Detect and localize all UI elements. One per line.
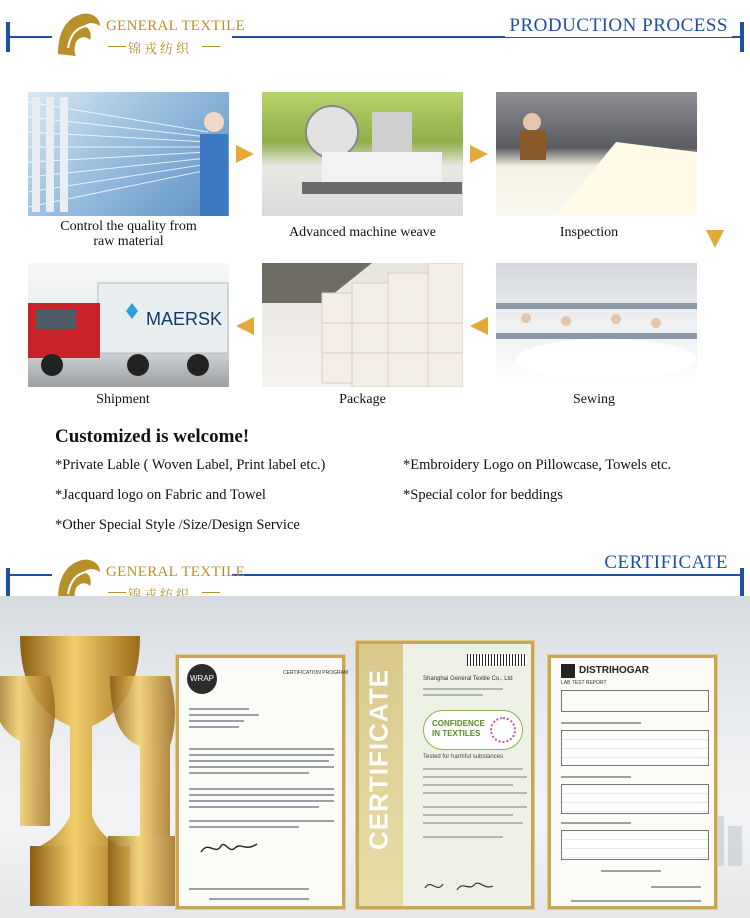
- signature-icon: [199, 838, 259, 858]
- company-logo: [52, 8, 246, 62]
- feature-item: *Embroidery Logo on Pillowcase, Towels etc.: [403, 457, 672, 473]
- step-caption: Sewing: [573, 392, 615, 407]
- production-header: [0, 0, 750, 70]
- logo-name-en: GENERAL TEXTILE: [106, 18, 246, 34]
- weaving-machine-photo: [262, 92, 463, 216]
- oeko-tested-text: Tested for harmful substances: [423, 754, 504, 760]
- arrow-right-icon: [236, 145, 254, 163]
- report-title: LAB TEST REPORT: [561, 680, 607, 686]
- step-caption: Advanced machine weave: [289, 225, 436, 240]
- arrow-right-icon: [470, 145, 488, 163]
- certificate-title: CERTIFICATE: [600, 552, 732, 574]
- header-right-bar: [740, 22, 744, 52]
- step-caption: Inspection: [559, 225, 619, 240]
- truck-text: MAERSK: [146, 309, 223, 329]
- package-photo: [262, 263, 463, 387]
- step-caption: Shipment: [96, 392, 150, 407]
- barcode-icon: [467, 654, 527, 666]
- oeko-company: Shanghai General Textile Co., Ltd: [423, 676, 513, 682]
- distrihogar-brand: DISTRIHOGAR: [579, 665, 649, 676]
- inspection-photo: [496, 92, 697, 216]
- logo-name-en: GENERAL TEXTILE: [106, 564, 246, 580]
- feature-item: *Jacquard logo on Fabric and Towel: [55, 487, 266, 503]
- wrap-seal-icon: WRAP: [187, 664, 217, 694]
- shipment-photo: [28, 263, 229, 387]
- logo-dash: [108, 592, 126, 593]
- logo-dash: [202, 46, 220, 47]
- sewing-photo: [496, 263, 697, 387]
- raw-material-photo: [28, 92, 229, 216]
- feature-item: *Private Lable ( Woven Label, Print label etc.): [55, 457, 326, 473]
- oeko-vertical-title: CERTIFICATE: [363, 669, 394, 850]
- distrihogar-logo-icon: [561, 664, 575, 678]
- wrap-certificate: [176, 655, 349, 909]
- horse-logo-icon: [52, 8, 104, 62]
- arrow-down-icon: [706, 230, 724, 248]
- oeko-badge: CONFIDENCE IN TEXTILES: [423, 710, 523, 750]
- report-header-table: [561, 690, 709, 712]
- logo-name-cn: 锦戎纺织: [128, 42, 193, 57]
- report-table: [561, 784, 709, 814]
- feature-item: *Special color for beddings: [403, 487, 563, 503]
- distrihogar-report: [548, 655, 717, 909]
- logo-dash: [202, 592, 220, 593]
- header-left-bar: [6, 568, 10, 598]
- customized-title: Customized is welcome!: [55, 426, 250, 447]
- header-right-bar: [740, 568, 744, 598]
- production-process-title: PRODUCTION PROCESS: [505, 15, 732, 37]
- wrap-heading: CERTIFICATION PROGRAM: [283, 670, 349, 676]
- oeko-flower-icon: [490, 717, 516, 743]
- feature-item: *Other Special Style /Size/Design Service: [55, 517, 300, 533]
- arrow-left-icon: [236, 317, 254, 335]
- signature-icon: [423, 876, 523, 896]
- step-caption: Control the quality from raw material: [60, 219, 197, 249]
- arrow-left-icon: [470, 317, 488, 335]
- logo-dash: [108, 46, 126, 47]
- oeko-certificate: [356, 641, 534, 909]
- report-table: [561, 830, 709, 860]
- step-caption: Package: [339, 392, 386, 407]
- report-table: [561, 730, 709, 766]
